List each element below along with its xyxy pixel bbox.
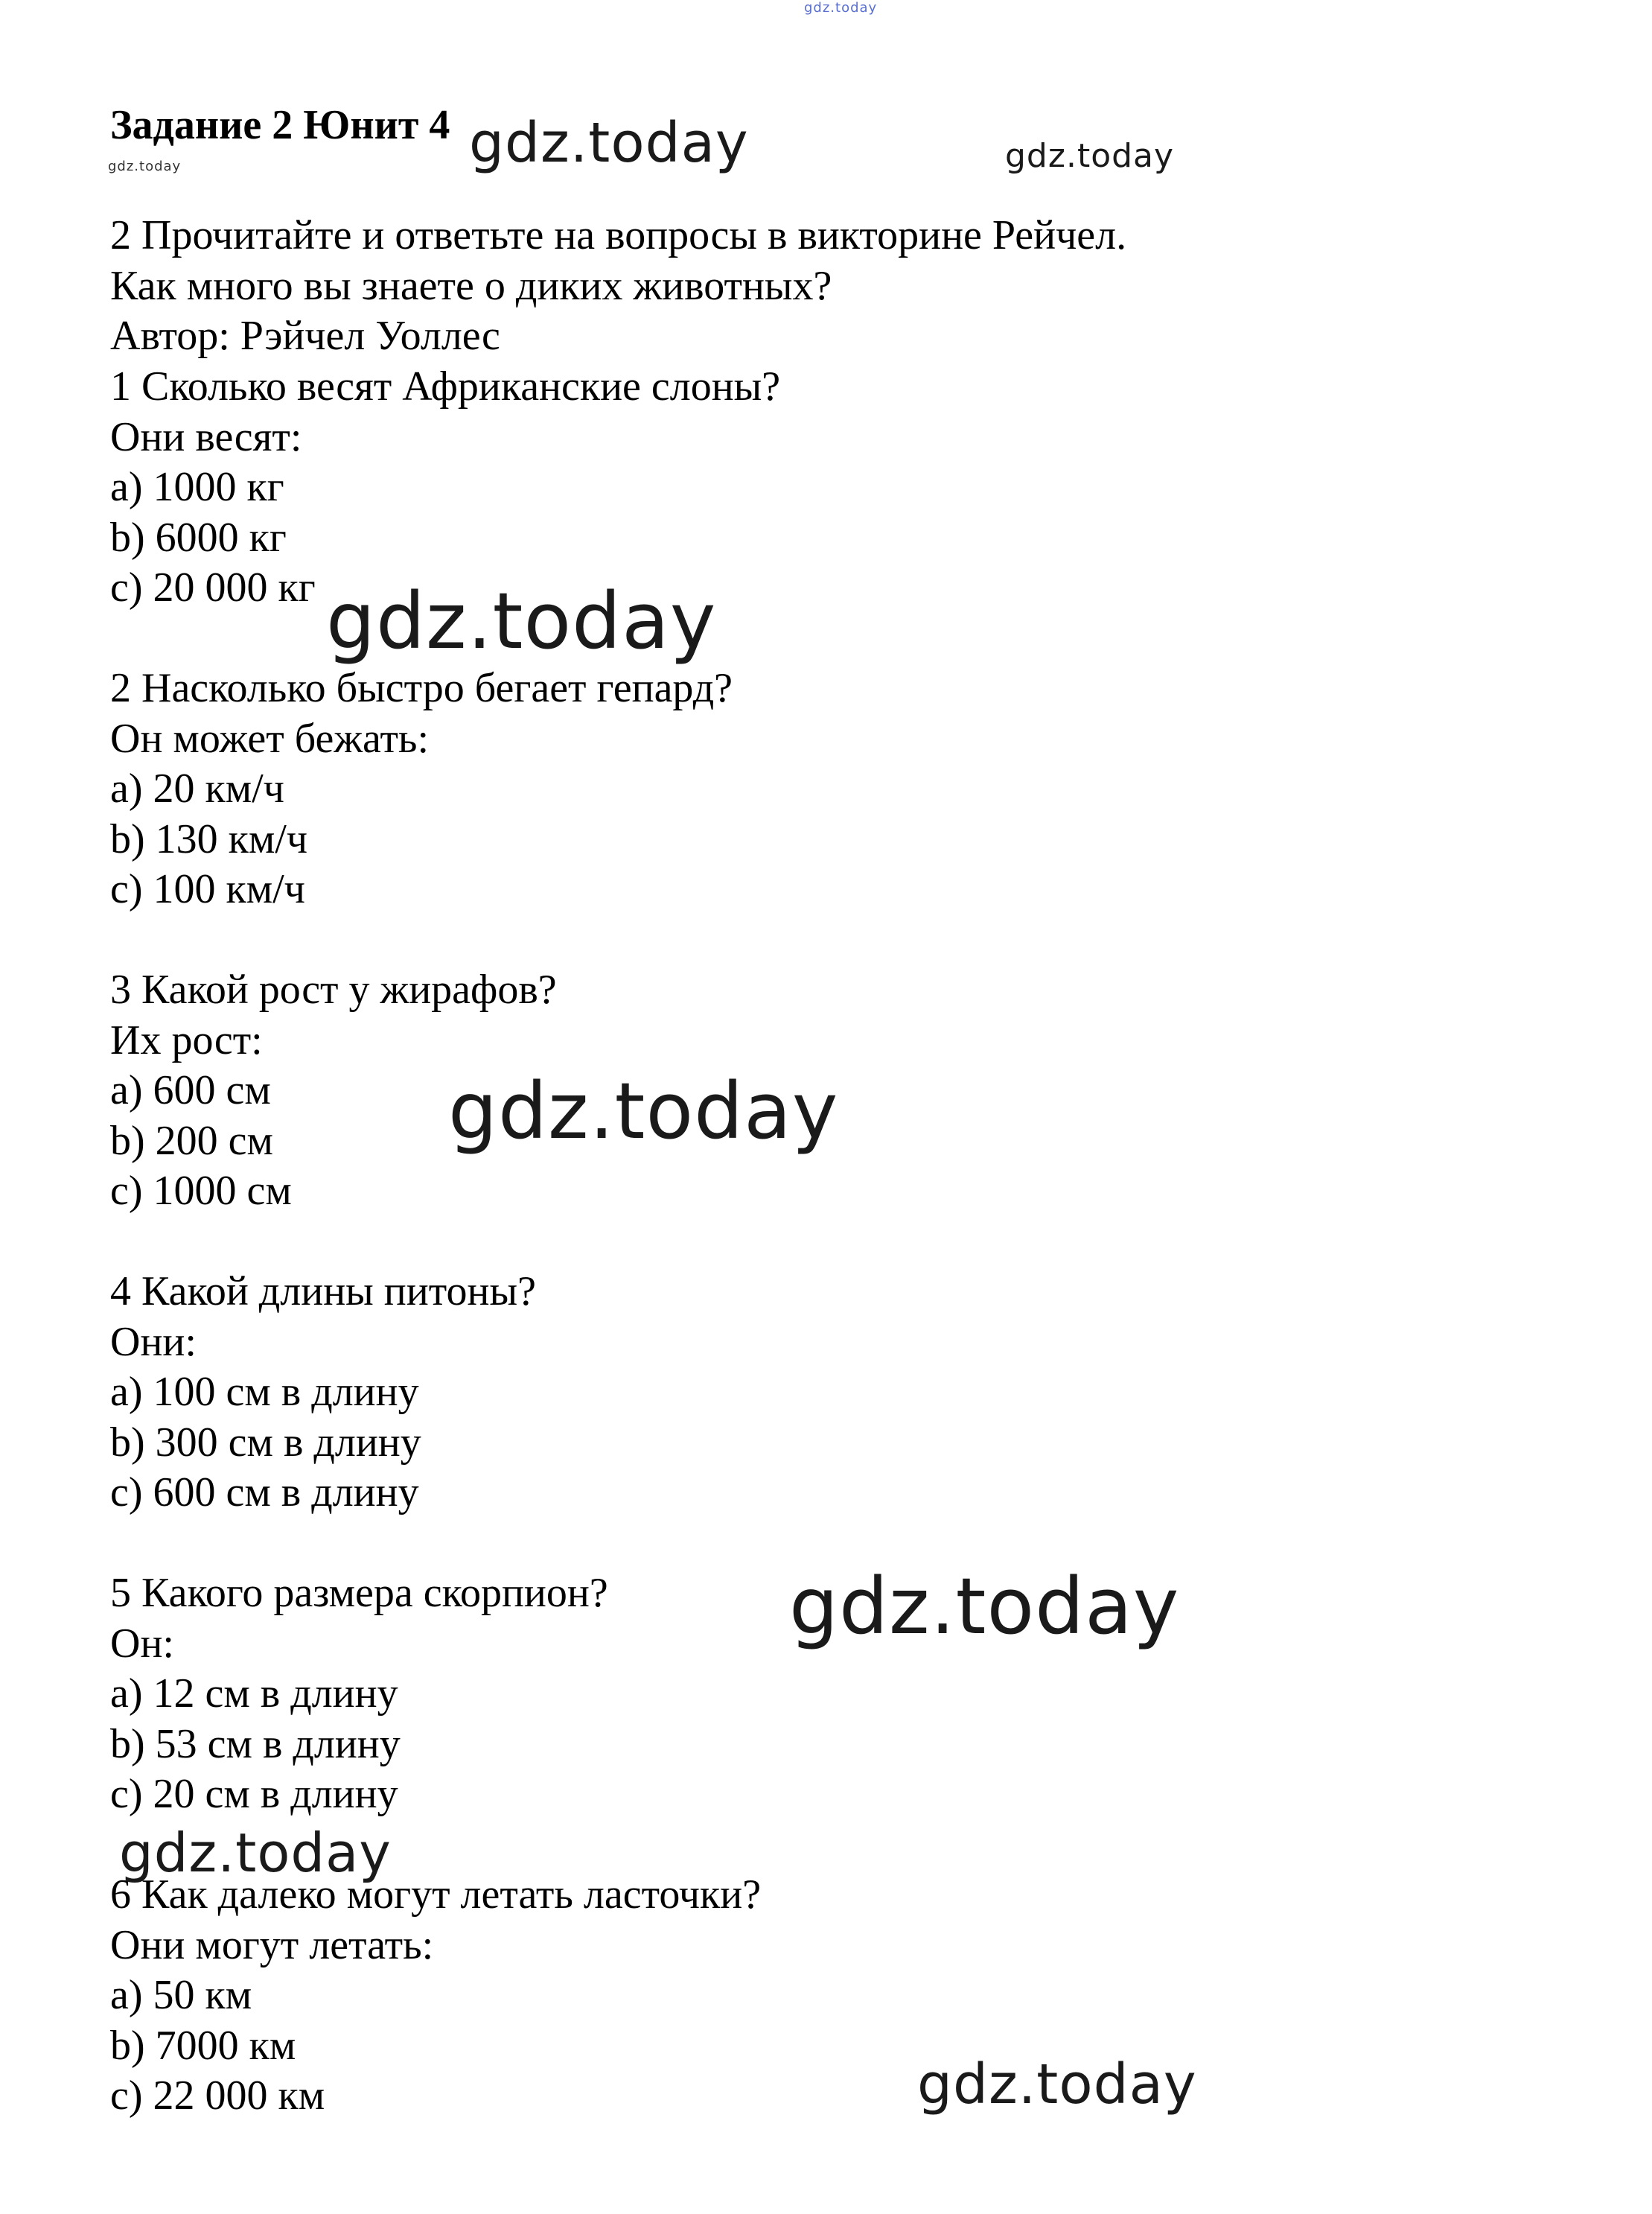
question-text: 6 Как далеко могут летать ласточки? (110, 1871, 762, 1918)
question-text: 2 Насколько быстро бегает гепард? (110, 665, 733, 711)
question-text: 5 Какого размера скорпион? (110, 1570, 608, 1616)
intro-line: Как много вы знаете о диких животных? (110, 262, 832, 309)
answer-option-b: b) 6000 кг (110, 514, 287, 561)
watermark-small: gdz.today (108, 159, 182, 174)
watermark: gdz.today (326, 576, 717, 667)
question-text: 4 Какой длины питоны? (110, 1268, 536, 1314)
quiz-question-4 (110, 1267, 1562, 1518)
question-lead: Он может бежать: (110, 715, 430, 762)
intro-line: 2 Прочитайте и ответьте на вопросы в викторине Рейчел. (110, 212, 1127, 258)
watermark-top: gdz.today (804, 0, 878, 16)
page-title: Задание 2 Юнит 4 (110, 102, 450, 148)
watermark: gdz.today (119, 1822, 392, 1884)
answer-option-a: a) 1000 кг (110, 464, 284, 510)
answer-option-a: a) 100 см в длину (110, 1369, 419, 1415)
quiz-question-6 (110, 1870, 1562, 2122)
intro-block (110, 211, 1562, 362)
quiz-question-2 (110, 664, 1562, 915)
answer-option-b: b) 53 см в длину (110, 1720, 401, 1767)
watermark: gdz.today (1005, 137, 1175, 175)
watermark: gdz.today (469, 111, 749, 175)
question-lead: Они весят: (110, 413, 302, 460)
question-text: 1 Сколько весят Африканские слоны? (110, 363, 781, 410)
answer-option-b: b) 7000 км (110, 2022, 296, 2069)
answer-option-c: c) 22 000 км (110, 2073, 325, 2119)
question-lead: Он: (110, 1620, 174, 1667)
answer-option-c: c) 100 км/ч (110, 866, 305, 912)
author-line: Автор: Рэйчел Уоллес (110, 313, 500, 359)
watermark: gdz.today (448, 1066, 839, 1157)
question-text: 3 Какой рост у жирафов? (110, 967, 557, 1013)
answer-option-c: c) 1000 см (110, 1168, 292, 1214)
answer-option-b: b) 200 см (110, 1117, 273, 1164)
watermark: gdz.today (917, 2052, 1197, 2116)
answer-option-a: a) 12 см в длину (110, 1670, 398, 1717)
watermark: gdz.today (789, 1561, 1180, 1652)
question-lead: Они могут летать: (110, 1921, 434, 1968)
question-lead: Они: (110, 1318, 197, 1365)
answer-option-c: c) 20 см в длину (110, 1771, 398, 1817)
answer-option-a: a) 20 км/ч (110, 766, 284, 812)
answer-option-a: a) 600 см (110, 1067, 271, 1113)
answer-option-a: a) 50 км (110, 1972, 252, 2018)
answer-option-b: b) 130 км/ч (110, 815, 308, 862)
answer-option-c: c) 20 000 кг (110, 564, 316, 611)
question-lead: Их рост: (110, 1017, 263, 1063)
answer-option-b: b) 300 см в длину (110, 1419, 421, 1466)
answer-option-c: c) 600 см в длину (110, 1469, 419, 1515)
